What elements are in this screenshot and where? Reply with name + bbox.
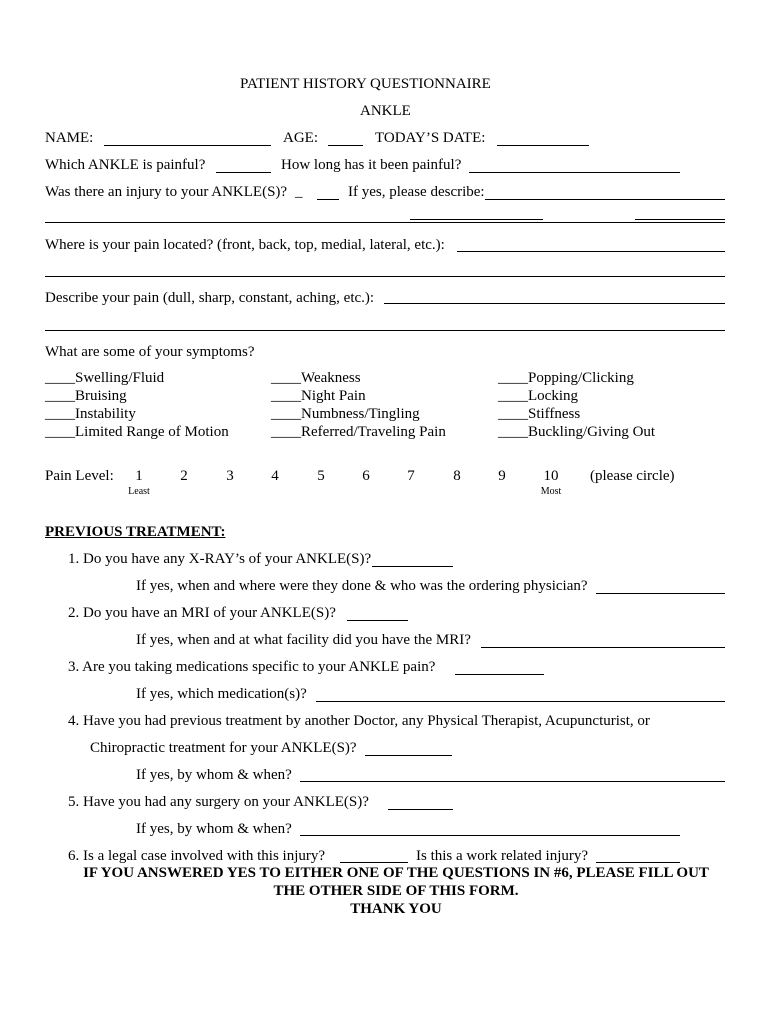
q1-sub-field[interactable] [596,593,725,594]
q5-surgery: 5. Have you had any surgery on your ANKLE(S)? [68,794,369,810]
symptom-label: Buckling/Giving Out [528,424,656,440]
describe-injury-field[interactable] [485,199,725,200]
q1-xray-field[interactable] [372,566,453,567]
q2-sub-label: If yes, when and at what facility did you have the MRI? [136,632,471,648]
symptoms-question: What are some of your symptoms? [45,344,255,360]
symptom-blank: ____ [45,424,75,440]
pain-level-1[interactable]: 1 [135,468,143,484]
injury-label: Was there an injury to your ANKLE(S)? [45,184,288,200]
q2-mri: 2. Do you have an MRI of your ANKLE(S)? [68,605,336,621]
age-label: AGE: [283,130,318,146]
symptom-blank: ____ [498,388,528,404]
q2-sub-field[interactable] [481,647,725,648]
symptom-label: Limited Range of Motion [75,424,229,440]
symptom-blank: ____ [498,406,528,422]
symptom-popping[interactable] [498,370,634,387]
symptom-label: Swelling/Fluid [75,370,165,386]
symptom-limited-rom[interactable] [45,424,229,441]
pain-location-field[interactable] [457,251,725,252]
symptom-label: Weakness [301,370,361,386]
pain-level-9[interactable]: 9 [498,468,506,484]
q6-work-injury-field[interactable] [596,862,680,863]
q6-work-injury: Is this a work related injury? [416,848,589,864]
pain-level-least: Least [128,486,150,497]
footer-thank-you: THANK YOU [350,901,442,917]
q1-sub-label: If yes, when and where were they done & who was the ordering physician? [136,578,588,594]
pain-location-line[interactable] [45,276,725,277]
pain-level-most: Most [540,486,562,497]
symptom-blank: ____ [45,388,75,404]
pain-level-4[interactable]: 4 [271,468,279,484]
q4-sub-field[interactable] [300,781,725,782]
pain-level-label: Pain Level: [45,468,114,484]
pain-location-label: Where is your pain located? (front, back, top, medial, lateral, etc.): [45,237,445,253]
symptom-label: Numbness/Tingling [301,406,420,422]
symptom-buckling[interactable] [498,424,655,441]
pain-level-6[interactable]: 6 [362,468,370,484]
q4-previous-treatment: 4. Have you had previous treatment by another Doctor, any Physical Therapist, Acupuncturist, or [68,713,650,729]
how-long-label: How long has it been painful? [281,157,462,173]
which-ankle-field[interactable] [216,172,271,173]
date-label: TODAY’S DATE: [375,130,486,146]
symptom-referred-pain[interactable] [271,424,446,441]
symptom-blank: ____ [498,370,528,386]
name-label: NAME: [45,130,94,146]
symptom-label: Stiffness [528,406,581,422]
q3-sub-label: If yes, which medication(s)? [136,686,307,702]
q5-sub-field[interactable] [300,835,680,836]
q1-xray: 1. Do you have any X-RAY’s of your ANKLE(S)? [68,551,372,567]
symptom-label: Bruising [75,388,127,404]
form-subtitle: ANKLE [360,103,411,119]
symptom-locking[interactable] [498,388,578,405]
q4-field[interactable] [365,755,452,756]
q3-medications-field[interactable] [455,674,544,675]
symptom-blank: ____ [271,370,301,386]
how-long-field[interactable] [469,172,680,173]
q3-sub-field[interactable] [316,701,725,702]
footer-instruction: IF YOU ANSWERED YES TO EITHER ONE OF THE QUESTIONS IN #6, PLEASE FILL OUT [83,865,709,881]
footer-instruction-line2: THE OTHER SIDE OF THIS FORM. [273,883,519,899]
symptom-blank: ____ [271,424,301,440]
pain-description-label: Describe your pain (dull, sharp, constant, aching, etc.): [45,290,375,306]
q6-legal-case-field[interactable] [340,862,408,863]
q6-legal-case: 6. Is a legal case involved with this injury? [68,848,326,864]
q3-medications: 3. Are you taking medications specific to your ANKLE pain? [68,659,436,675]
symptom-label: Night Pain [301,388,366,404]
date-field[interactable] [497,145,589,146]
pain-level-7[interactable]: 7 [407,468,415,484]
symptom-label: Locking [528,388,578,404]
q5-sub-label: If yes, by whom & when? [136,821,292,837]
symptom-label: Popping/Clicking [528,370,634,386]
symptom-numbness[interactable] [271,406,420,423]
describe-injury-line-faint [635,219,725,220]
q4-line2: Chiropractic treatment for your ANKLE(S)? [90,740,357,756]
describe-injury-line-faint [410,219,543,220]
pain-level-3[interactable]: 3 [226,468,234,484]
symptom-swelling[interactable] [45,370,164,387]
q5-surgery-field[interactable] [388,809,453,810]
form-title: PATIENT HISTORY QUESTIONNAIRE [240,76,491,92]
symptom-night-pain[interactable] [271,388,366,405]
symptom-blank: ____ [45,370,75,386]
symptom-label: Referred/Traveling Pain [301,424,446,440]
age-field[interactable] [328,145,363,146]
pain-level-2[interactable]: 2 [180,468,188,484]
symptom-label: Instability [75,406,136,422]
injury-underscore: _ [295,184,303,200]
symptom-blank: ____ [45,406,75,422]
name-field[interactable] [104,145,271,146]
which-ankle-label: Which ANKLE is painful? [45,157,206,173]
symptom-instability[interactable] [45,406,136,423]
describe-injury-label: If yes, please describe: [348,184,485,200]
q2-mri-field[interactable] [347,620,408,621]
pain-level-note: (please circle) [590,468,675,484]
symptom-weakness[interactable] [271,370,361,387]
pain-level-5[interactable]: 5 [317,468,325,484]
injury-field[interactable] [317,199,339,200]
symptom-blank: ____ [271,388,301,404]
symptom-blank: ____ [498,424,528,440]
symptom-blank: ____ [271,406,301,422]
pain-level-10[interactable]: 10 [543,468,559,484]
q4-sub-label: If yes, by whom & when? [136,767,292,783]
describe-injury-line[interactable] [45,222,725,223]
pain-level-8[interactable]: 8 [453,468,461,484]
pain-description-line[interactable] [45,330,725,331]
symptom-stiffness[interactable] [498,406,580,423]
previous-treatment-heading: PREVIOUS TREATMENT: [45,524,226,540]
pain-description-field[interactable] [384,303,725,304]
symptom-bruising[interactable] [45,388,127,405]
